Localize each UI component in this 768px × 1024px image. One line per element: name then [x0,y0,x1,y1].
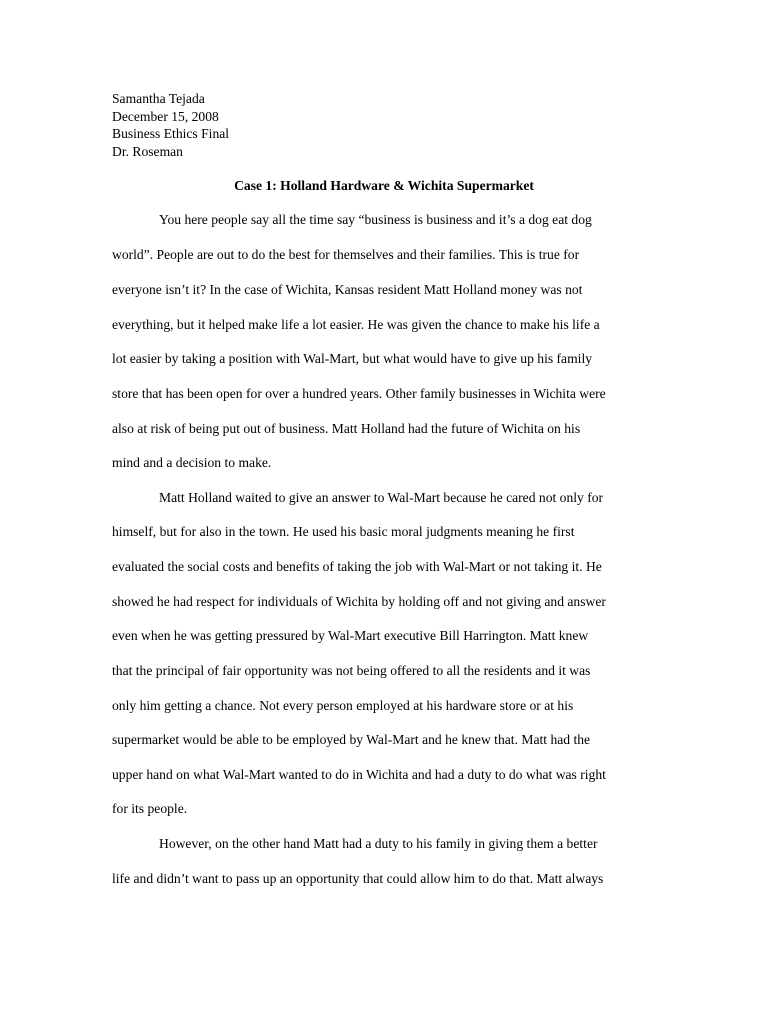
text-line: mind and a decision to make. [112,455,272,470]
author-name: Samantha Tejada [112,91,205,106]
text-line: However, on the other hand Matt had a duty to his family in giving them a better [159,836,598,851]
document-header [112,90,229,160]
text-line: everyone isn’t it? In the case of Wichita, Kansas resident Matt Holland money was not [112,282,583,297]
document-date: December 15, 2008 [112,108,219,124]
instructor-name: Dr. Roseman [112,143,183,159]
text-line: evaluated the social costs and benefits of taking the job with Wal-Mart or not taking it. He [112,559,602,574]
text-line: that the principal of fair opportunity was not being offered to all the residents and it was [112,663,591,678]
text-line: upper hand on what Wal-Mart wanted to do in Wichita and had a duty to do what was right [112,767,606,782]
course-name: Business Ethics Final [112,126,230,141]
document-title: Case 1: Holland Hardware & Wichita Supermarket [234,178,534,193]
text-line: world”. People are out to do the best for themselves and their families. This is true for [112,247,580,262]
text-line: everything, but it helped make life a lot easier. He was given the chance to make his life a [112,317,600,332]
text-line: life and didn’t want to pass up an opportunity that could allow him to do that. Matt always [112,871,604,886]
text-line: supermarket would be able to be employed by Wal-Mart and he knew that. Matt had the [112,732,591,747]
text-line: You here people say all the time say “business is business and it’s a dog eat dog [159,212,592,227]
text-line: also at risk of being put out of business. Matt Holland had the future of Wichita on his [112,421,581,436]
text-line: only him getting a chance. Not every person employed at his hardware store or at his [112,698,574,713]
text-line: lot easier by taking a position with Wal-Mart, but what would have to give up his family [112,351,593,366]
text-line: himself, but for also in the town. He used his basic moral judgments meaning he first [112,524,575,539]
text-line: store that has been open for over a hundred years. Other family businesses in Wichita were [112,386,606,401]
text-line: showed he had respect for individuals of Wichita by holding off and not giving and answer [112,594,606,609]
text-line: for its people. [112,801,188,816]
text-line: Matt Holland waited to give an answer to Wal-Mart because he cared not only for [159,490,604,505]
text-line: even when he was getting pressured by Wal-Mart executive Bill Harrington. Matt knew [112,628,589,643]
